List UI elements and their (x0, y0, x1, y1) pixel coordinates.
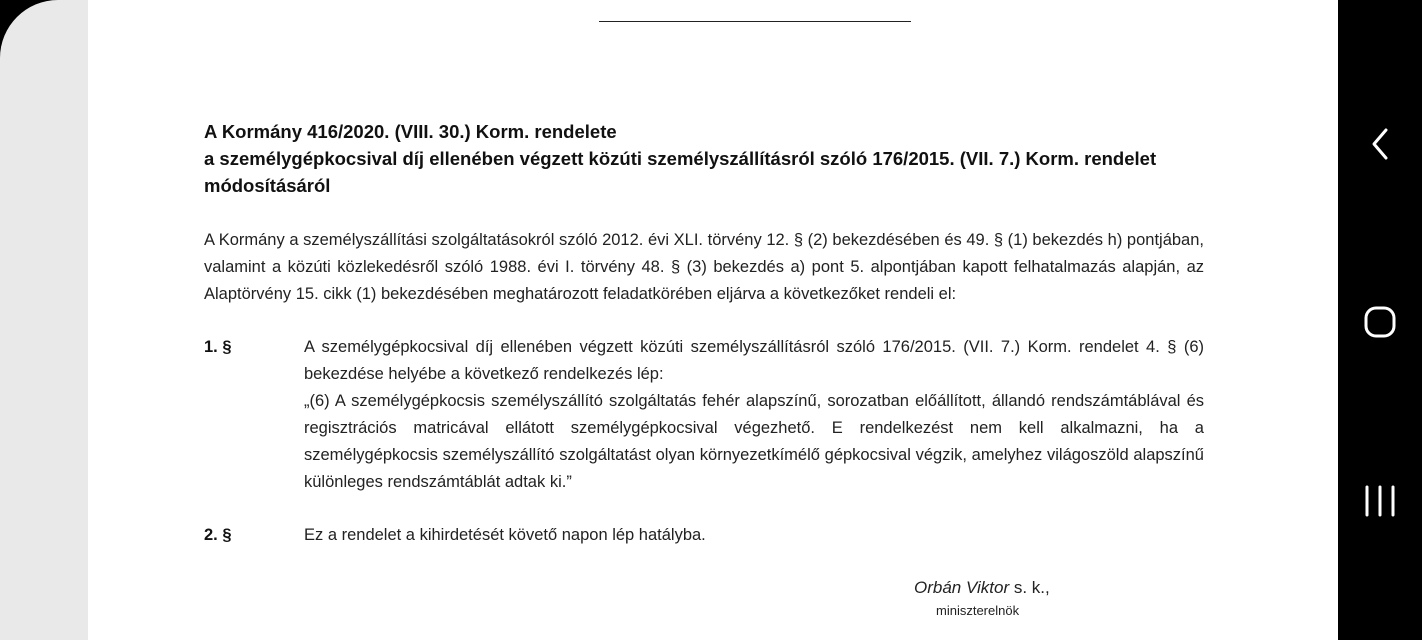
section-2-text: Ez a rendelet a kihirdetését követő napon lép hatályba. (304, 526, 706, 544)
home-rounded-square-icon (1358, 300, 1402, 344)
title-line: módosításáról (204, 175, 331, 196)
screen-edge (0, 0, 90, 640)
document-title (204, 118, 1214, 199)
signatory-name: Orbán Viktor (914, 578, 1010, 597)
title-line: A Kormány 416/2020. (VIII. 30.) Korm. rendelete (204, 121, 617, 142)
navigation-bar (1338, 0, 1422, 640)
recents-button[interactable] (1358, 479, 1402, 523)
signature-suffix: s. k., (1009, 578, 1050, 597)
recents-lines-icon (1358, 479, 1402, 523)
section-2-number: 2. § (204, 526, 232, 544)
chevron-left-icon (1358, 122, 1402, 166)
signatory-role: miniszterelnök (936, 603, 1020, 618)
preamble-paragraph: A Kormány a személyszállítási szolgáltatásokról szóló 2012. évi XLI. törvény 12. § (2) bekezdésében és 49. § (1) bekezdés h) pontjában, valamint a közúti közlekedésről szóló 1988. évi I. törvény 48. § (3) bekezdés a) pont 5. alpontjában kapott felhatalmazás alapján, az Alaptörvény 15. cikk (1) bekezdésében meghatározott feladatkörében eljárva a következőket rendeli el: (204, 231, 1204, 303)
signature (914, 578, 1050, 598)
back-button[interactable] (1358, 122, 1402, 166)
title-line: a személygépkocsival díj ellenében végzett közúti személyszállításról szóló 176/2015. (VII. 7.) Korm. rendelet (204, 148, 1157, 169)
document-page[interactable] (88, 0, 1338, 640)
section-1-text: A személygépkocsival díj ellenében végzett közúti személyszállításról szóló 176/2015. (VII. 7.) Korm. rendelet 4. § (6) bekezdése helyébe a következő rendelkezés lép: (304, 338, 1204, 383)
top-divider (599, 21, 911, 22)
home-button[interactable] (1358, 300, 1402, 344)
section-1-number: 1. § (204, 338, 232, 356)
section-1-quote: „(6) A személygépkocsis személyszállító szolgáltatás fehér alapszínű, sorozatban előállított, állandó rendszámtáblával és regisztrációs matricával ellátott személygépkocsival végezhető. E rendelkezést nem kell alkalmazni, ha a személygépkocsis személyszállító szolgáltatást olyan környezetkímélő gépkocsival végzik, amelyhez világoszöld alapszínű különleges rendszámtáblát adtak ki.” (304, 392, 1204, 491)
